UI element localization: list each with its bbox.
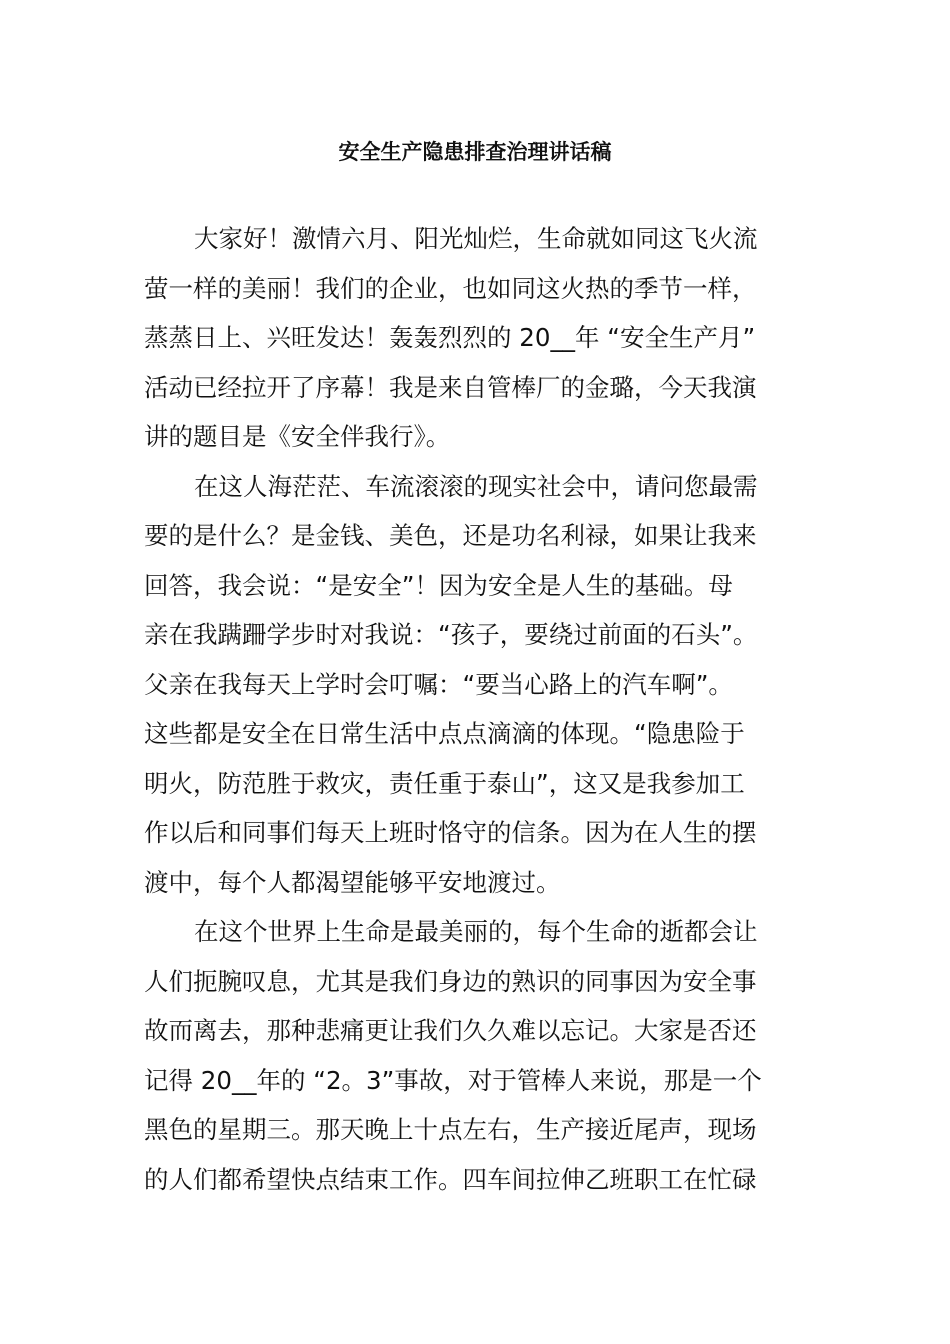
paragraph-2-line: 回答，我会说：“是安全”！因为安全是人生的基础。母	[144, 570, 733, 600]
paragraph-3-line: 人们扼腕叹息，尤其是我们身边的熟识的同事因为安全事	[144, 966, 757, 996]
paragraph-2-line: 在这人海茫茫、车流滚滚的现实社会中，请问您最需	[194, 471, 758, 501]
paragraph-2-line: 父亲在我每天上学时会叮嘱：“要当心路上的汽车啊”。	[144, 669, 733, 699]
paragraph-3-line: 故而离去，那种悲痛更让我们久久难以忘记。大家是否还	[144, 1016, 757, 1045]
paragraph-1-line: 讲的题目是《安全伴我行》。	[144, 422, 451, 451]
paragraph-1-line: 活动已经拉开了序幕！我是来自管棒厂的金璐，今天我演	[144, 372, 757, 402]
paragraph-1-line: 蒸蒸日上、兴旺发达！轰轰烈烈的 20__年 “安全生产月”	[144, 323, 756, 352]
paragraph-2-line: 这些都是安全在日常生活中点点滴滴的体现。“隐患险于	[144, 719, 745, 748]
paragraph-2-line: 亲在我蹒跚学步时对我说：“孩子，要绕过前面的石头”。	[144, 620, 758, 649]
paragraph-3-line: 在这个世界上生命是最美丽的，每个生命的逝都会让	[194, 917, 758, 946]
paragraph-3-line: 黑色的星期三。那天晚上十点左右，生产接近尾声，现场	[144, 1115, 757, 1144]
paragraph-1-line: 萤一样的美丽！我们的企业，也如同这火热的季节一样，	[144, 273, 757, 303]
paragraph-2-line: 渡中，每个人都渴望能够平安地渡过。	[144, 867, 561, 897]
paragraph-2-line: 要的是什么？是金钱、美色，还是功名利禄，如果让我来	[144, 521, 757, 550]
paragraph-2-line: 明火，防范胜于救灾，责任重于泰山”，这又是我参加工	[144, 768, 745, 798]
paragraph-3-line: 记得 20__年的 “2。3”事故，对于管棒人来说，那是一个	[144, 1065, 762, 1095]
paragraph-1-line: 大家好！激情六月、阳光灿烂，生命就如同这飞火流	[194, 224, 758, 253]
paragraph-3-line: 的人们都希望快点结束工作。四车间拉伸乙班职工在忙碌	[144, 1164, 757, 1194]
paragraph-2-line: 作以后和同事们每天上班时恪守的信条。因为在人生的摆	[144, 818, 757, 847]
document-title: 安全生产隐患排查治理讲话稿	[338, 140, 612, 164]
document-body	[144, 214, 804, 1204]
